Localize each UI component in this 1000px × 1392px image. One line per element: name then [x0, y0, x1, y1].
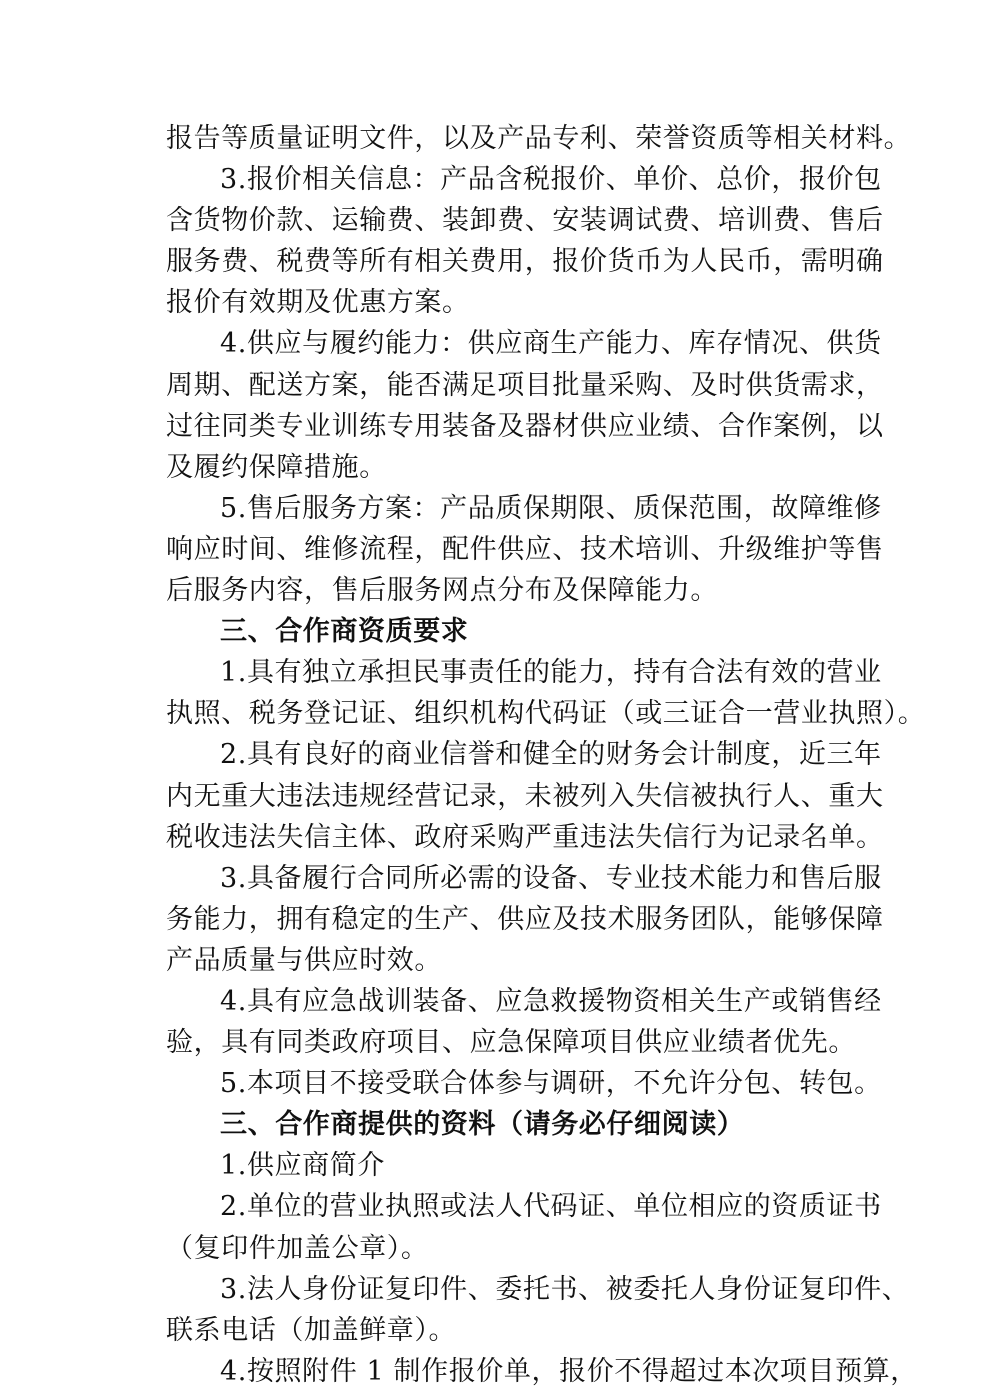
qualification-item-2: 2.具有良好的商业信誉和健全的财务会计制度，近三年	[220, 739, 882, 771]
text-line: 务能力，拥有稳定的生产、供应及技术服务团队，能够保障	[166, 903, 884, 935]
item-3-quote-info: 3.报价相关信息：产品含税报价、单价、总价，报价包	[220, 164, 882, 196]
materials-item-4: 4.按照附件 1 制作报价单，报价不得超过本次项目预算，	[220, 1355, 918, 1387]
text-line: 报告等质量证明文件，以及产品专利、荣誉资质等相关材料。	[166, 123, 912, 154]
qualification-item-4: 4.具有应急战训装备、应急救援物资相关生产或销售经	[220, 985, 882, 1017]
section-heading-materials: 三、合作商提供的资料（请务必仔细阅读）	[220, 1109, 745, 1141]
qualification-item-5: 5.本项目不接受联合体参与调研，不允许分包、转包。	[220, 1068, 882, 1100]
text-line: 服务费、税费等所有相关费用，报价货币为人民币，需明确	[166, 246, 884, 278]
text-line: 报价有效期及优惠方案。	[166, 287, 470, 319]
item-5-after-sales: 5.售后服务方案：产品质保期限、质保范围，故障维修	[220, 492, 882, 524]
document-body	[166, 118, 926, 1392]
text-line: 含货物价款、运输费、装卸费、安装调试费、培训费、售后	[166, 205, 884, 237]
section-heading-qualifications: 三、合作商资质要求	[220, 616, 469, 648]
text-line: 验，具有同类政府项目、应急保障项目供应业绩者优先。	[166, 1027, 856, 1059]
text-line: 及履约保障措施。	[166, 451, 387, 483]
text-line: 联系电话（加盖鲜章）。	[166, 1314, 457, 1346]
text-line: 周期、配送方案，能否满足项目批量采购、及时供货需求，	[166, 369, 884, 401]
qualification-item-1: 1.具有独立承担民事责任的能力，持有合法有效的营业	[220, 657, 882, 689]
text-line: （复印件加盖公章）。	[166, 1232, 429, 1264]
materials-item-3: 3.法人身份证复印件、委托书、被委托人身份证复印件、	[220, 1273, 910, 1305]
materials-item-1: 1.供应商简介	[220, 1150, 385, 1182]
text-line: 后服务内容，售后服务网点分布及保障能力。	[166, 575, 718, 607]
text-line: 执照、税务登记证、组织机构代码证（或三证合一营业执照）。	[166, 698, 926, 730]
text-line: 税收违法失信主体、政府采购严重违法失信行为记录名单。	[166, 821, 884, 853]
text-line: 响应时间、维修流程，配件供应、技术培训、升级维护等售	[166, 533, 884, 565]
item-4-supply-capability: 4.供应与履约能力：供应商生产能力、库存情况、供货	[220, 328, 882, 360]
text-line: 产品质量与供应时效。	[166, 944, 442, 976]
text-line: 内无重大违法违规经营记录，未被列入失信被执行人、重大	[166, 780, 884, 812]
materials-item-2: 2.单位的营业执照或法人代码证、单位相应的资质证书	[220, 1191, 882, 1223]
text-line: 过往同类专业训练专用装备及器材供应业绩、合作案例，以	[166, 410, 884, 442]
qualification-item-3: 3.具备履行合同所必需的设备、专业技术能力和售后服	[220, 862, 882, 894]
